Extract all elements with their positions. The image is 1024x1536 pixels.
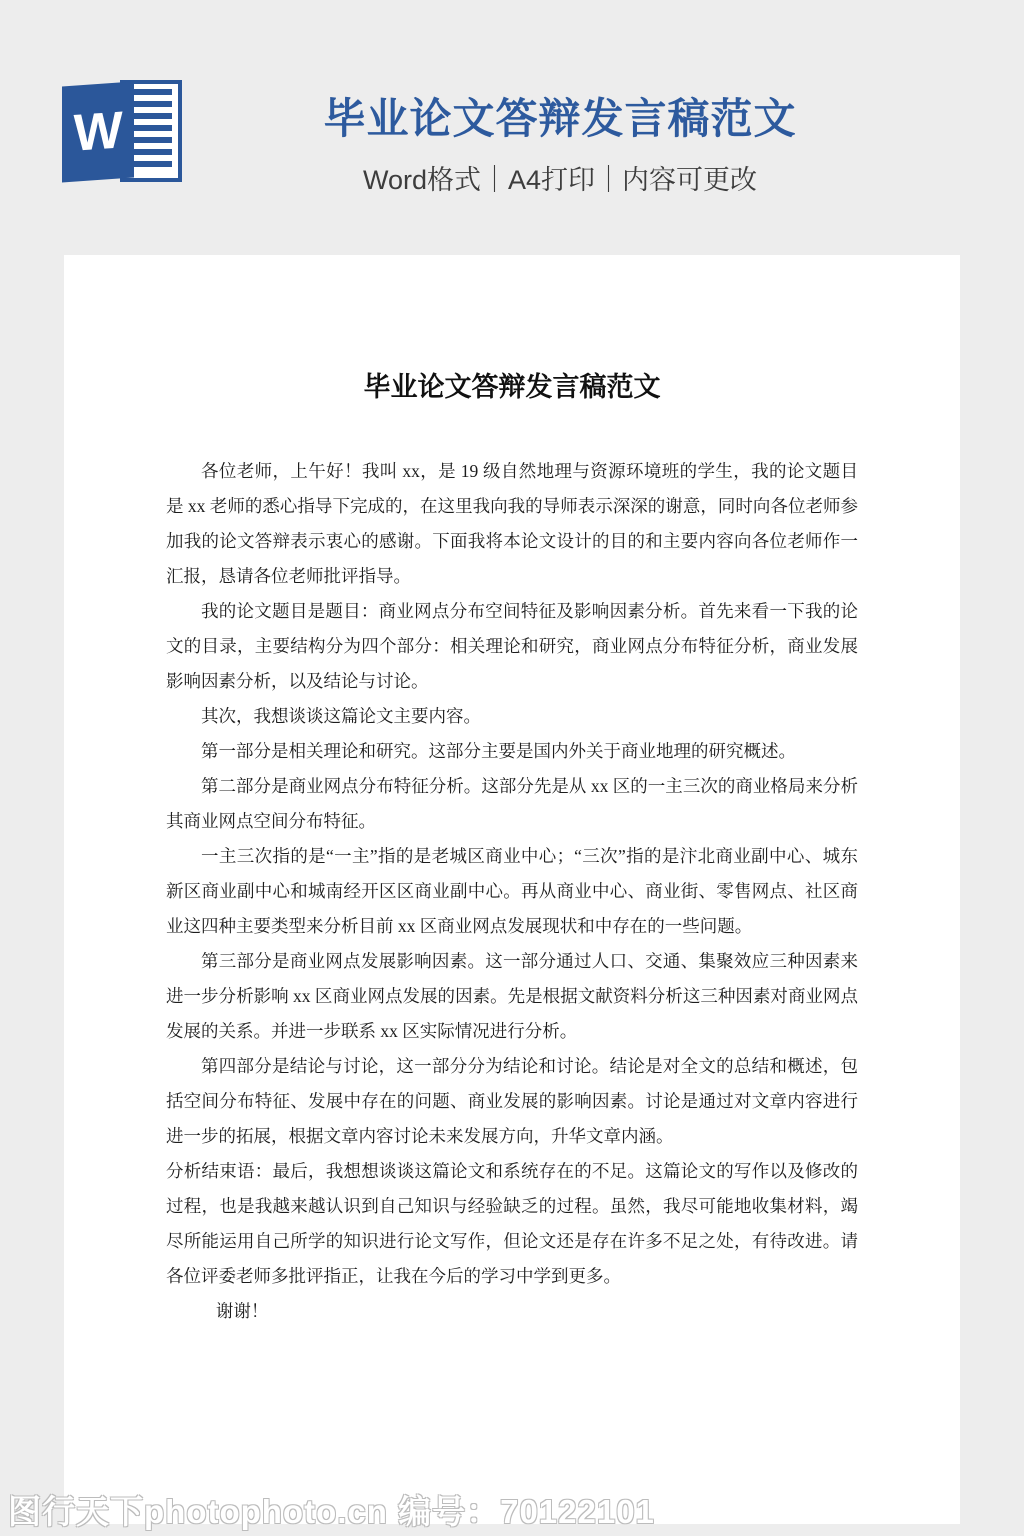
paragraph: 其次，我想谈谈这篇论文主要内容。 <box>201 706 481 726</box>
header-title: 毕业论文答辩发言稿范文 <box>323 95 797 142</box>
paragraph: 一主三次指的是“一主”指的是老城区商业中心；“三次”指的是汴北商业副中心、城东新区商业副中心和城南经开区区商业副中心。再从商业中心、商业街、零售网点、社区商业这四种主要类型来分析目前 xx 区商业网点发展现状和中存在的一些问题。 <box>166 846 858 936</box>
header <box>0 86 1024 197</box>
paragraph: 第四部分是结论与讨论，这一部分分为结论和讨论。结论是对全文的总结和概述，包括空间分布特征、发展中存在的问题、商业发展的影响因素。讨论是通过对文章内容进行进一步的拓展，根据文章内容讨论未来发展方向，升华文章内涵。 <box>166 1056 858 1146</box>
document-page <box>64 255 960 1524</box>
paragraph: 我的论文题目是题目：商业网点分布空间特征及影响因素分析。首先来看一下我的论文的目录，主要结构分为四个部分：相关理论和研究，商业网点分布特征分析，商业发展影响因素分析，以及结论与讨论。 <box>166 601 858 691</box>
document-title: 毕业论文答辩发言稿范文 <box>363 372 661 402</box>
paragraph: 第三部分是商业网点发展影响因素。这一部分通过人口、交通、集聚效应三种因素来进一步分析影响 xx 区商业网点发展的因素。先是根据文献资料分析这三种因素对商业网点发展的关系。并进一步联系 xx 区实际情况进行分析。 <box>166 951 858 1041</box>
document-body <box>166 454 858 1329</box>
paragraph: 分析结束语：最后，我想想谈谈这篇论文和系统存在的不足。这篇论文的写作以及修改的过程，也是我越来越认识到自己知识与经验缺乏的过程。虽然，我尽可能地收集材料，竭尽所能运用自己所学的知识进行论文写作，但论文还是存在许多不足之处，有待改进。请各位评委老师多批评指正，让我在今后的学习中学到更多。 <box>166 1161 858 1286</box>
word-icon-letter: W <box>73 101 123 163</box>
paragraph: 第二部分是商业网点分布特征分析。这部分先是从 xx 区的一主三次的商业格局来分析其商业网点空间分布特征。 <box>166 776 858 831</box>
paragraph: 第一部分是相关理论和研究。这部分主要是国内外关于商业地理的研究概述。 <box>201 741 796 761</box>
paragraph: 谢谢！ <box>215 1301 269 1321</box>
header-subtitle: Word格式｜A4打印｜内容可更改 <box>362 165 758 195</box>
watermark-text: 图行天下photophoto.cn 编号：70122101 <box>8 1493 655 1530</box>
paragraph: 各位老师，上午好！我叫 xx，是 19 级自然地理与资源环境班的学生，我的论文题目是 xx 老师的悉心指导下完成的，在这里我向我的导师表示深深的谢意，同时向各位老师参加我的论文答辩表示衷心的感谢。下面我将本论文设计的目的和主要内容向各位老师作一汇报，恳请各位老师批评指导。 <box>166 461 858 586</box>
